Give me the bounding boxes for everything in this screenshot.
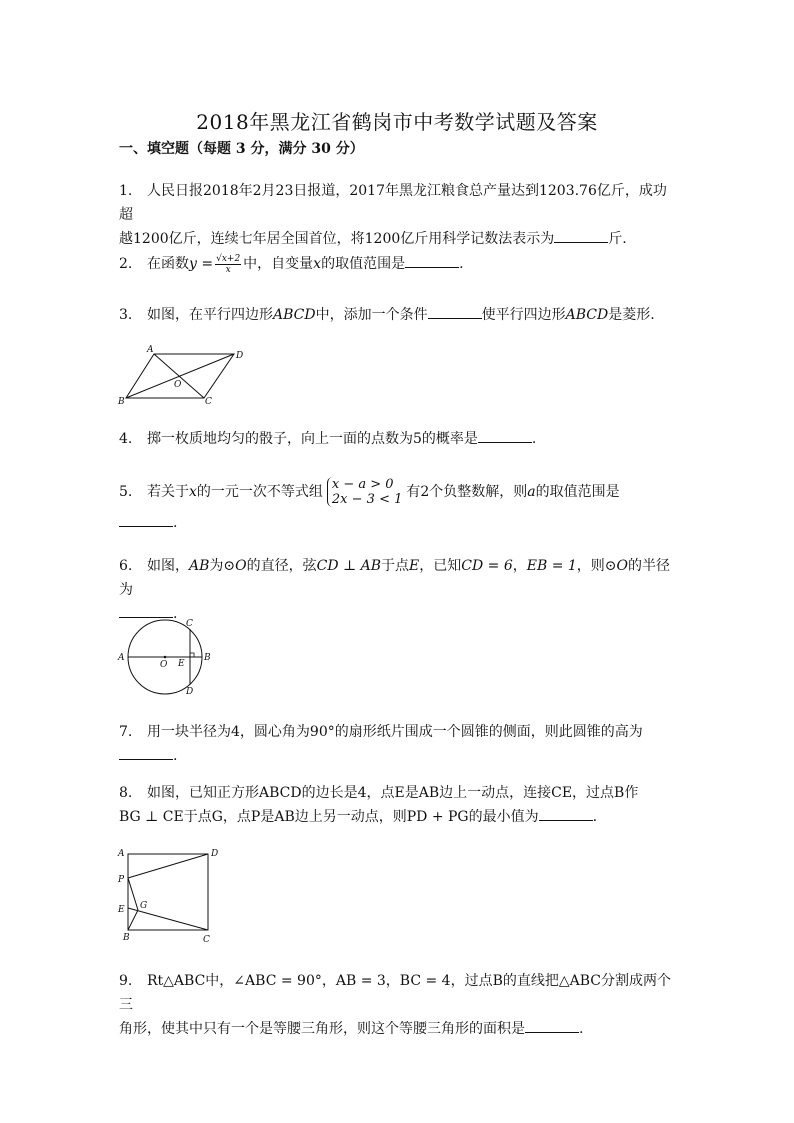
question-text: 有2个负整数解，则: [406, 484, 528, 500]
question-text: .: [173, 748, 178, 764]
label-a: A: [118, 653, 125, 663]
label-b: B: [118, 397, 125, 407]
inequality-system: [327, 477, 402, 507]
question-number: 6.: [119, 558, 133, 574]
question-text: 如图，: [147, 558, 189, 574]
label-e: E: [118, 905, 125, 915]
label-c: C: [205, 397, 212, 407]
fraction: [215, 254, 241, 275]
question-text: 中，自变量: [243, 256, 314, 272]
question-text: 的半径为: [119, 558, 671, 598]
question-text: .: [173, 515, 178, 531]
question-text: 的取值范围是: [535, 484, 620, 500]
math-expression: CD ⊥ AB: [316, 558, 382, 574]
question-9: [119, 969, 679, 1041]
label-a: A: [147, 345, 154, 355]
question-text: .: [579, 1021, 584, 1037]
segment-pg: [128, 878, 138, 910]
question-8: [119, 781, 679, 829]
math-expression: y =: [189, 256, 214, 272]
question-4: [119, 427, 679, 451]
math-variable: O: [235, 558, 247, 574]
section-heading: 一、填空题（每题 3 分，满分 30 分）: [119, 141, 364, 157]
fraction-numerator: √x+2: [216, 253, 241, 264]
diagonal-bd: [126, 354, 234, 398]
math-variable: ABCD: [565, 307, 609, 323]
math-variable: AB: [189, 558, 210, 574]
question-text: 用一块半径为4，圆心角为90°的扇形纸片围成一个圆锥的侧面，则此圆锥的高为: [147, 724, 643, 740]
question-text: 中，添加一个条件: [315, 307, 428, 323]
label-g: G: [140, 901, 148, 911]
page-title: 2018年黑龙江省鹤岗市中考数学试题及答案: [196, 110, 598, 134]
label-b: B: [204, 653, 211, 663]
question-text: 斤.: [608, 231, 627, 247]
label-d: D: [211, 849, 219, 859]
question-text: BG ⊥ CE于点G，点P是AB边上另一动点，则PD + PG的最小值为: [119, 809, 539, 825]
right-angle-mark: [190, 653, 194, 657]
label-o: O: [174, 380, 182, 390]
inequality-2: 2x − 3 < 1: [331, 492, 403, 507]
question-text: 若关于: [147, 484, 189, 500]
question-number: 5.: [119, 484, 133, 500]
question-text: 掷一枚质地均匀的骰子，向上一面的点数为5的概率是: [147, 431, 478, 447]
question-number: 7.: [119, 724, 133, 740]
question-number: 4.: [119, 431, 133, 447]
center-point: [164, 656, 167, 659]
question-text: 人民日报2018年2月23日报道，2017年黑龙江粮食总产量达到1203.76亿斤，成功超: [119, 183, 667, 223]
question-text: 的直径，弦: [246, 558, 317, 574]
answer-blank: [478, 428, 532, 443]
label-b: B: [123, 933, 130, 943]
math-variable: x: [313, 256, 322, 272]
question-3: [119, 303, 679, 327]
answer-blank: [554, 228, 608, 243]
answer-blank: [405, 253, 459, 268]
question-text: 越1200亿斤，连续七年居全国首位，将1200亿斤用科学记数法表示为: [119, 231, 555, 247]
answer-blank: [119, 745, 173, 760]
question-text: 的一元一次不等式组: [196, 484, 323, 500]
question-1: [119, 179, 679, 251]
question-number: 9.: [119, 973, 133, 989]
answer-blank: [539, 806, 593, 821]
question-text: ，: [512, 558, 527, 574]
answer-blank: [428, 304, 482, 319]
label-e: E: [178, 659, 185, 669]
math-variable: x: [189, 484, 197, 500]
parallelogram-figure: [112, 340, 252, 410]
label-d: D: [186, 687, 194, 697]
question-text: 角形，使其中只有一个是等腰三角形，则这个等腰三角形的面积是: [119, 1021, 525, 1037]
answer-blank: [525, 1018, 579, 1033]
math-expression: EB = 1: [526, 558, 577, 574]
question-number: 2.: [119, 256, 133, 272]
question-number: 1.: [119, 183, 133, 199]
question-text: .: [592, 809, 598, 825]
question-text: 于点: [381, 558, 410, 574]
question-text: 为⊙: [209, 558, 236, 574]
question-text: .: [459, 256, 464, 272]
circle-figure: [114, 614, 224, 698]
question-text: 在函数: [147, 256, 189, 272]
question-text: 是菱形.: [608, 307, 655, 323]
question-text: .: [173, 606, 178, 622]
question-2: [119, 252, 679, 276]
math-variable: E: [409, 558, 420, 574]
question-number: 8.: [119, 785, 133, 801]
label-c: C: [186, 619, 193, 629]
segment-ec: [128, 908, 208, 930]
question-text: Rt△ABC中，∠ABC = 90°，AB = 3，BC = 4，过点B的直线把△ABC分割成两个三: [119, 973, 672, 1013]
question-7: [119, 720, 679, 768]
label-o: O: [160, 660, 168, 670]
question-text: ，则⊙: [576, 558, 617, 574]
answer-blank: [119, 512, 173, 527]
square-figure: [114, 842, 226, 948]
label-a: A: [118, 849, 125, 859]
fraction-denominator: x: [225, 264, 231, 275]
question-text: 如图，在平行四边形: [147, 307, 273, 323]
math-variable: O: [616, 558, 629, 574]
inequality-1: x − a > 0: [331, 477, 394, 492]
math-variable: a: [527, 484, 536, 500]
question-5: [119, 477, 679, 535]
label-c: C: [203, 935, 210, 945]
math-expression: CD = 6: [461, 558, 513, 574]
label-d: D: [236, 351, 244, 361]
question-text: 的取值范围是: [321, 256, 406, 272]
question-text: 如图，已知正方形ABCD的边长是4，点E是AB边上一动点，连接CE，过点B作: [147, 785, 639, 801]
question-text: ，已知: [419, 558, 462, 574]
label-p: P: [118, 875, 125, 885]
question-text: 使平行四边形: [481, 307, 566, 323]
segment-pd: [128, 854, 208, 878]
math-variable: ABCD: [273, 307, 316, 323]
segment-bg: [128, 910, 138, 930]
question-text: .: [531, 431, 537, 447]
question-number: 3.: [119, 307, 133, 323]
